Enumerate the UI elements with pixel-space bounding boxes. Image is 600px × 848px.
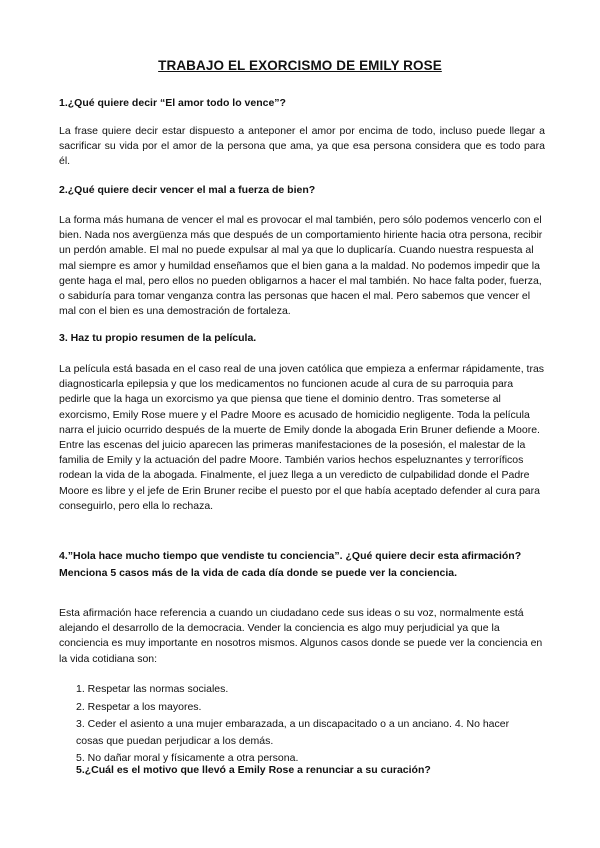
answer-1: La frase quiere decir estar dispuesto a anteponer el amor por encima de todo, incluso puede llegar a sacrificar su vida por el amor de la persona que ama, ya que esa persona considera que es todo para él. xyxy=(59,125,545,168)
answer-4: Esta afirmación hace referencia a cuando un ciudadano cede sus ideas o su voz, normalmente está alejando el desarrollo de la democracia. Vender la conciencia es algo muy perjudicial ya que la conciencia es muy importante en nosotros mismos. Algunos casos donde se puede ver la conciencia en la vida cotidiana son: xyxy=(59,607,543,665)
question-5: 5.¿Cuál es el motivo que llevó a Emily Rose a renunciar a su curación? xyxy=(76,764,431,776)
answer-2: La forma más humana de vencer el mal es provocar el mal también, pero sólo podemos vencerlo con el bien. Nada nos avergüenza más que después de un comportamiento hiriente hacia otra persona, recibir un perdón amable. El mal no puede expulsar al mal ya que lo duplicaría. Cuando nuestra respuesta al mal siempre es amor y humildad enseñamos que el bien gana a la maldad. No podemos impedir que la gente haga el mal, pero ellos no pueden obligarnos a hacer el mal también. No hace falta poder, fuerza, o sabiduría para tomar venganza contra las personas que hacen el mal. Pero sabemos que vencer el mal con el bien es una demostración de fortaleza. xyxy=(59,214,543,318)
list-item: 3. Ceder el asiento a una mujer embarazada, a un discapacitado o a un anciano. 4. No hacer cosas que puedan perjudicar a los demás. xyxy=(76,718,510,747)
document-title: TRABAJO EL EXORCISMO DE EMILY ROSE xyxy=(158,58,442,73)
list-item: 5. No dañar moral y físicamente a otra persona. xyxy=(76,752,299,764)
question-1: 1.¿Qué quiere decir “El amor todo lo vence”? xyxy=(59,97,286,109)
conscience-examples-list xyxy=(76,681,521,768)
question-3: 3. Haz tu propio resumen de la película. xyxy=(59,332,257,344)
answer-3: La película está basada en el caso real de una joven católica que empieza a enfermar rápidamente, tras diagnosticarla epilepsia y que los medicamentos no funcionen acude al cura de su parroquia para pedirle que la haga un exorcismo ya que piensa que tiene el dominio dentro. Tras someterse al exorcismo, Emily Rose muere y el Padre Moore es acusado de homicidio negligente. Toda la película narra el juicio ocurrido después de la muerte de Emily donde la abogada Erin Bruner defiende a Moore. Entre las escenas del juicio aparecen las primeras manifestaciones de la posesión, el malestar de la familia de Emily y la actuación del padre Moore. También varios hechos espeluznantes y terroríficos rodean la vida de la abogada. Finalmente, el juez llega a un veredicto de culpabilidad donde el Padre Moore es libre y el jefe de Erin Bruner recibe el puesto por el que había aceptado defender al cura para conseguirlo, pero ella lo rechaza. xyxy=(59,363,545,512)
question-4: 4.”Hola hace mucho tiempo que vendiste tu conciencia”. ¿Qué quiere decir esta afirmación? Menciona 5 casos más de la vida de cada día donde se puede ver la conciencia. xyxy=(59,550,522,579)
list-item: 1. Respetar las normas sociales. xyxy=(76,683,229,695)
list-item: 2. Respetar a los mayores. xyxy=(76,700,202,713)
question-2: 2.¿Qué quiere decir vencer el mal a fuerza de bien? xyxy=(59,184,316,196)
